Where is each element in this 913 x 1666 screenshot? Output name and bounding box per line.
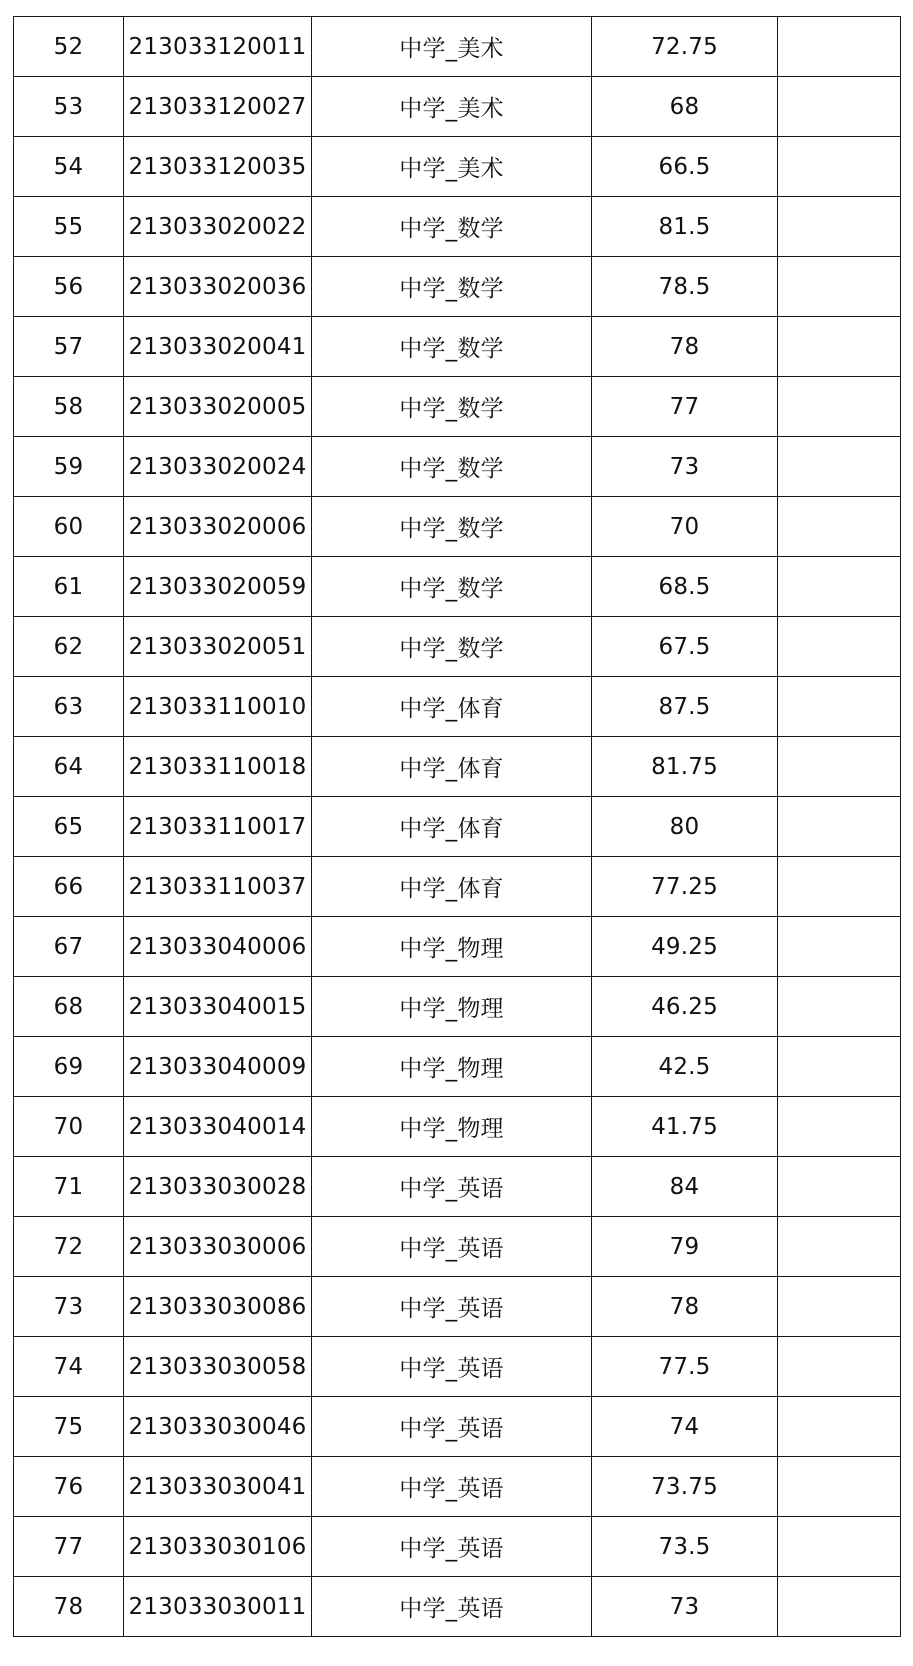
exam-id-cell: 213033110017 [124, 797, 312, 857]
remark-cell [778, 1457, 901, 1517]
subject-cell: 中学_数学 [312, 437, 592, 497]
row-number-cell: 69 [14, 1037, 124, 1097]
row-number-cell: 75 [14, 1397, 124, 1457]
exam-id-cell: 213033030046 [124, 1397, 312, 1457]
row-number-cell: 56 [14, 257, 124, 317]
exam-id-cell: 213033120011 [124, 17, 312, 77]
table-row [14, 1157, 901, 1217]
remark-cell [778, 977, 901, 1037]
table-row [14, 557, 901, 617]
subject-cell: 中学_英语 [312, 1457, 592, 1517]
table-row [14, 1457, 901, 1517]
subject-cell: 中学_美术 [312, 137, 592, 197]
score-cell: 49.25 [592, 917, 778, 977]
row-number-cell: 59 [14, 437, 124, 497]
remark-cell [778, 1337, 901, 1397]
row-number-cell: 64 [14, 737, 124, 797]
row-number-cell: 78 [14, 1577, 124, 1637]
table-row [14, 197, 901, 257]
score-cell: 68 [592, 77, 778, 137]
remark-cell [778, 1097, 901, 1157]
exam-id-cell: 213033120035 [124, 137, 312, 197]
remark-cell [778, 1277, 901, 1337]
remark-cell [778, 557, 901, 617]
score-cell: 73.5 [592, 1517, 778, 1577]
subject-cell: 中学_英语 [312, 1397, 592, 1457]
subject-cell: 中学_体育 [312, 737, 592, 797]
score-cell: 70 [592, 497, 778, 557]
table-row [14, 977, 901, 1037]
subject-cell: 中学_英语 [312, 1577, 592, 1637]
exam-id-cell: 213033020022 [124, 197, 312, 257]
remark-cell [778, 1157, 901, 1217]
table-row [14, 377, 901, 437]
subject-cell: 中学_物理 [312, 1097, 592, 1157]
row-number-cell: 58 [14, 377, 124, 437]
exam-id-cell: 213033030106 [124, 1517, 312, 1577]
exam-id-cell: 213033030011 [124, 1577, 312, 1637]
score-cell: 78 [592, 1277, 778, 1337]
exam-id-cell: 213033020024 [124, 437, 312, 497]
table-row [14, 17, 901, 77]
subject-cell: 中学_数学 [312, 257, 592, 317]
exam-id-cell: 213033040009 [124, 1037, 312, 1097]
subject-cell: 中学_美术 [312, 17, 592, 77]
table-row [14, 1337, 901, 1397]
table-row [14, 737, 901, 797]
row-number-cell: 70 [14, 1097, 124, 1157]
exam-id-cell: 213033110037 [124, 857, 312, 917]
score-cell: 87.5 [592, 677, 778, 737]
row-number-cell: 72 [14, 1217, 124, 1277]
table-row [14, 137, 901, 197]
score-cell: 73.75 [592, 1457, 778, 1517]
exam-id-cell: 213033030028 [124, 1157, 312, 1217]
exam-id-cell: 213033030086 [124, 1277, 312, 1337]
row-number-cell: 74 [14, 1337, 124, 1397]
exam-id-cell: 213033030058 [124, 1337, 312, 1397]
subject-cell: 中学_英语 [312, 1337, 592, 1397]
remark-cell [778, 737, 901, 797]
score-cell: 77 [592, 377, 778, 437]
subject-cell: 中学_物理 [312, 917, 592, 977]
table-row [14, 1097, 901, 1157]
exam-id-cell: 213033020036 [124, 257, 312, 317]
exam-id-cell: 213033120027 [124, 77, 312, 137]
table-row [14, 917, 901, 977]
exam-id-cell: 213033040015 [124, 977, 312, 1037]
table-row [14, 257, 901, 317]
subject-cell: 中学_体育 [312, 677, 592, 737]
remark-cell [778, 77, 901, 137]
row-number-cell: 54 [14, 137, 124, 197]
remark-cell [778, 377, 901, 437]
row-number-cell: 55 [14, 197, 124, 257]
score-cell: 46.25 [592, 977, 778, 1037]
score-cell: 84 [592, 1157, 778, 1217]
exam-id-cell: 213033020041 [124, 317, 312, 377]
remark-cell [778, 17, 901, 77]
row-number-cell: 53 [14, 77, 124, 137]
remark-cell [778, 137, 901, 197]
subject-cell: 中学_数学 [312, 377, 592, 437]
row-number-cell: 68 [14, 977, 124, 1037]
subject-cell: 中学_体育 [312, 797, 592, 857]
score-cell: 73 [592, 1577, 778, 1637]
remark-cell [778, 1037, 901, 1097]
exam-id-cell: 213033110010 [124, 677, 312, 737]
row-number-cell: 60 [14, 497, 124, 557]
score-cell: 42.5 [592, 1037, 778, 1097]
subject-cell: 中学_美术 [312, 77, 592, 137]
subject-cell: 中学_物理 [312, 1037, 592, 1097]
remark-cell [778, 1397, 901, 1457]
subject-cell: 中学_英语 [312, 1517, 592, 1577]
subject-cell: 中学_数学 [312, 317, 592, 377]
subject-cell: 中学_数学 [312, 617, 592, 677]
remark-cell [778, 1577, 901, 1637]
score-cell: 67.5 [592, 617, 778, 677]
table-row [14, 1217, 901, 1277]
table-row [14, 1277, 901, 1337]
remark-cell [778, 857, 901, 917]
row-number-cell: 66 [14, 857, 124, 917]
row-number-cell: 52 [14, 17, 124, 77]
score-cell: 79 [592, 1217, 778, 1277]
table-row [14, 1397, 901, 1457]
table-row [14, 317, 901, 377]
row-number-cell: 63 [14, 677, 124, 737]
row-number-cell: 77 [14, 1517, 124, 1577]
score-cell: 81.5 [592, 197, 778, 257]
score-cell: 73 [592, 437, 778, 497]
row-number-cell: 62 [14, 617, 124, 677]
table-body [14, 17, 901, 1637]
table-row [14, 497, 901, 557]
score-cell: 68.5 [592, 557, 778, 617]
score-cell: 72.75 [592, 17, 778, 77]
row-number-cell: 65 [14, 797, 124, 857]
row-number-cell: 57 [14, 317, 124, 377]
row-number-cell: 61 [14, 557, 124, 617]
score-cell: 77.25 [592, 857, 778, 917]
subject-cell: 中学_数学 [312, 557, 592, 617]
table-row [14, 437, 901, 497]
score-cell: 41.75 [592, 1097, 778, 1157]
remark-cell [778, 317, 901, 377]
table-row [14, 857, 901, 917]
subject-cell: 中学_数学 [312, 497, 592, 557]
subject-cell: 中学_英语 [312, 1217, 592, 1277]
exam-id-cell: 213033040006 [124, 917, 312, 977]
score-cell: 77.5 [592, 1337, 778, 1397]
exam-id-cell: 213033020051 [124, 617, 312, 677]
exam-id-cell: 213033020059 [124, 557, 312, 617]
subject-cell: 中学_英语 [312, 1157, 592, 1217]
subject-cell: 中学_体育 [312, 857, 592, 917]
score-cell: 66.5 [592, 137, 778, 197]
subject-cell: 中学_物理 [312, 977, 592, 1037]
exam-id-cell: 213033020005 [124, 377, 312, 437]
score-cell: 81.75 [592, 737, 778, 797]
table-row [14, 1577, 901, 1637]
remark-cell [778, 257, 901, 317]
remark-cell [778, 197, 901, 257]
remark-cell [778, 1517, 901, 1577]
row-number-cell: 76 [14, 1457, 124, 1517]
row-number-cell: 73 [14, 1277, 124, 1337]
score-table [13, 16, 901, 1637]
subject-cell: 中学_数学 [312, 197, 592, 257]
exam-id-cell: 213033030006 [124, 1217, 312, 1277]
score-cell: 78.5 [592, 257, 778, 317]
row-number-cell: 71 [14, 1157, 124, 1217]
exam-id-cell: 213033040014 [124, 1097, 312, 1157]
exam-id-cell: 213033030041 [124, 1457, 312, 1517]
remark-cell [778, 1217, 901, 1277]
remark-cell [778, 617, 901, 677]
subject-cell: 中学_英语 [312, 1277, 592, 1337]
table-row [14, 1517, 901, 1577]
table-row [14, 617, 901, 677]
remark-cell [778, 677, 901, 737]
score-cell: 78 [592, 317, 778, 377]
exam-id-cell: 213033020006 [124, 497, 312, 557]
table-row [14, 677, 901, 737]
row-number-cell: 67 [14, 917, 124, 977]
score-cell: 74 [592, 1397, 778, 1457]
remark-cell [778, 917, 901, 977]
table-row [14, 797, 901, 857]
exam-id-cell: 213033110018 [124, 737, 312, 797]
score-cell: 80 [592, 797, 778, 857]
remark-cell [778, 797, 901, 857]
remark-cell [778, 437, 901, 497]
table-row [14, 77, 901, 137]
remark-cell [778, 497, 901, 557]
table-row [14, 1037, 901, 1097]
